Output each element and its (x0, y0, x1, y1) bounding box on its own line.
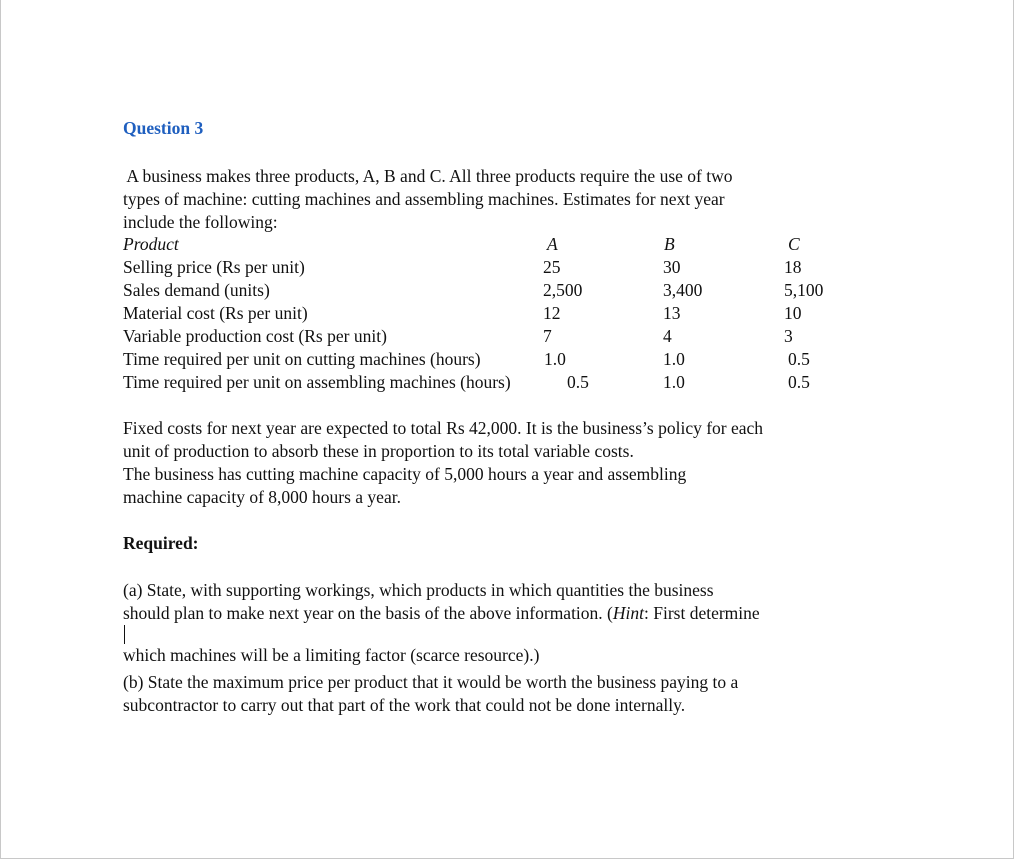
row-value-a: 0.5 (567, 372, 589, 392)
paragraph-line: which machines will be a limiting factor (scarce resource).) (123, 645, 540, 665)
part-a-text: should plan to make next year on the basis of the above information. ( (123, 603, 613, 623)
part-a-text: : First determine (644, 603, 760, 623)
paragraph-line: (b) State the maximum price per product that it would be worth the business paying to a (123, 672, 739, 692)
row-label: Selling price (Rs per unit) (123, 257, 305, 277)
paragraph-line: The business has cutting machine capacity of 5,000 hours a year and assembling (123, 464, 687, 484)
hint-label: Hint (612, 603, 644, 623)
row-value-b: 1.0 (663, 372, 685, 392)
row-value-b: 13 (663, 303, 681, 323)
row-value-c: 18 (784, 257, 802, 277)
row-value-c: 3 (784, 326, 793, 346)
row-value-c: 0.5 (788, 349, 810, 369)
paragraph-line: subcontractor to carry out that part of the work that could not be done internally. (123, 695, 686, 715)
question-heading: Question 3 (123, 118, 204, 138)
table-header-c: C (788, 234, 800, 254)
part-b-paragraph (123, 671, 738, 717)
row-label: Sales demand (units) (123, 280, 270, 300)
row-label: Variable production cost (Rs per unit) (123, 326, 387, 346)
paragraph-line (123, 602, 760, 644)
intro-paragraph (123, 165, 843, 234)
row-value-b: 3,400 (663, 280, 703, 300)
row-value-b: 30 (663, 257, 681, 277)
row-value-b: 1.0 (663, 349, 685, 369)
text-cursor (124, 625, 125, 644)
row-label: Time required per unit on assembling machines (hours) (123, 372, 511, 392)
paragraph-line: Fixed costs for next year are expected to total Rs 42,000. It is the business’s policy for each (123, 418, 764, 438)
row-label: Material cost (Rs per unit) (123, 303, 308, 323)
row-value-b: 4 (663, 326, 672, 346)
required-heading: Required: (123, 533, 199, 553)
paragraph-line: (a) State, with supporting workings, which products in which quantities the business (123, 580, 714, 600)
row-label: Time required per unit on cutting machines (hours) (123, 349, 481, 369)
row-value-a: 1.0 (544, 349, 566, 369)
row-value-a: 12 (543, 303, 561, 323)
intro-line: include the following: (123, 212, 278, 232)
row-value-a: 25 (543, 257, 561, 277)
intro-line: types of machine: cutting machines and assembling machines. Estimates for next year (123, 189, 725, 209)
paragraph-line: machine capacity of 8,000 hours a year. (123, 487, 401, 507)
table-header-b: B (664, 234, 675, 254)
row-value-c: 10 (784, 303, 802, 323)
table-header-a: A (547, 234, 558, 254)
fixed-costs-paragraph (123, 417, 763, 509)
paragraph-line: unit of production to absorb these in proportion to its total variable costs. (123, 441, 634, 461)
row-value-c: 5,100 (784, 280, 824, 300)
intro-line: A business makes three products, A, B and C. All three products require the use of two (123, 166, 733, 186)
table-header-label: Product (123, 234, 179, 254)
part-a-paragraph (123, 579, 760, 667)
row-value-a: 2,500 (543, 280, 583, 300)
row-value-a: 7 (543, 326, 552, 346)
row-value-c: 0.5 (788, 372, 810, 392)
